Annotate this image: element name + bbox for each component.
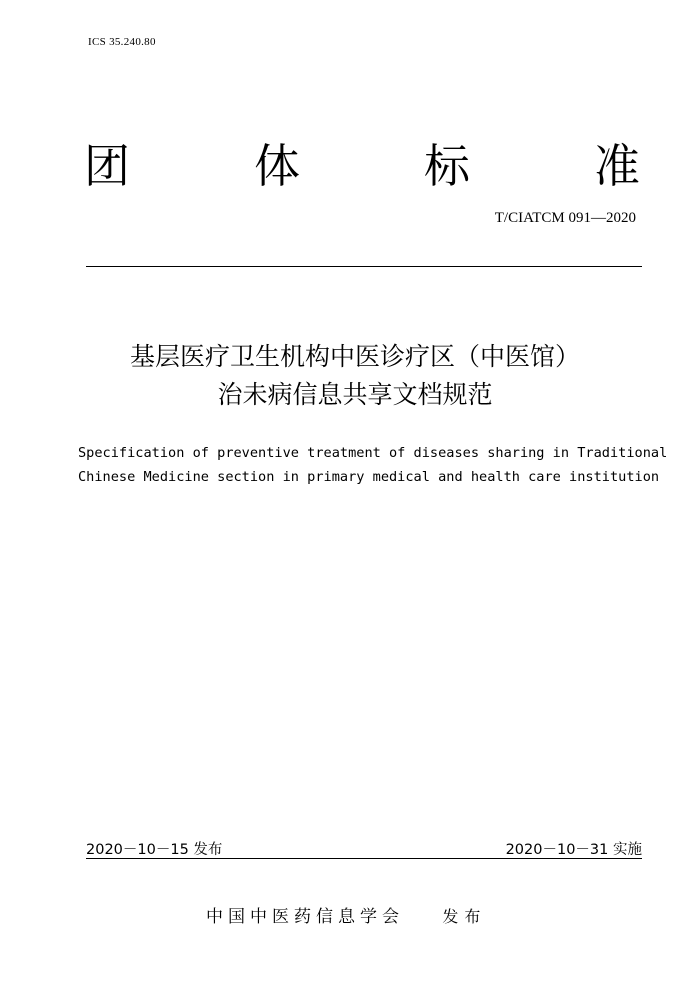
standard-kind-char-4: 准 bbox=[594, 139, 640, 193]
english-title-line-1: Specification of preventive treatment of diseases sharing in Traditional bbox=[78, 445, 668, 461]
publish-label: 发布 bbox=[442, 907, 487, 926]
standard-code: T/CIATCM 091—2020 bbox=[494, 210, 636, 226]
top-divider bbox=[86, 266, 642, 267]
issue-date: 2020－10－15 发布 bbox=[86, 842, 223, 858]
chinese-title bbox=[60, 338, 650, 414]
standard-kind-heading bbox=[84, 136, 640, 196]
publisher-name: 中国中医药信息学会 bbox=[206, 907, 404, 927]
bottom-divider bbox=[86, 858, 642, 859]
standard-kind-char-3: 标 bbox=[424, 139, 470, 193]
chinese-title-line-1: 基层医疗卫生机构中医诊疗区（中医馆） bbox=[129, 342, 580, 371]
standard-kind-char-2: 体 bbox=[254, 139, 300, 193]
english-title-line-2: Chinese Medicine section in primary medical and health care institution bbox=[78, 469, 660, 485]
publisher-row bbox=[206, 902, 486, 927]
english-title bbox=[78, 441, 678, 489]
standard-kind-char-1: 团 bbox=[84, 139, 130, 193]
implement-date: 2020－10－31 实施 bbox=[505, 842, 642, 858]
chinese-title-line-2: 治未病信息共享文档规范 bbox=[217, 380, 493, 409]
ics-code: ICS 35.240.80 bbox=[88, 36, 156, 48]
date-row bbox=[86, 838, 642, 859]
